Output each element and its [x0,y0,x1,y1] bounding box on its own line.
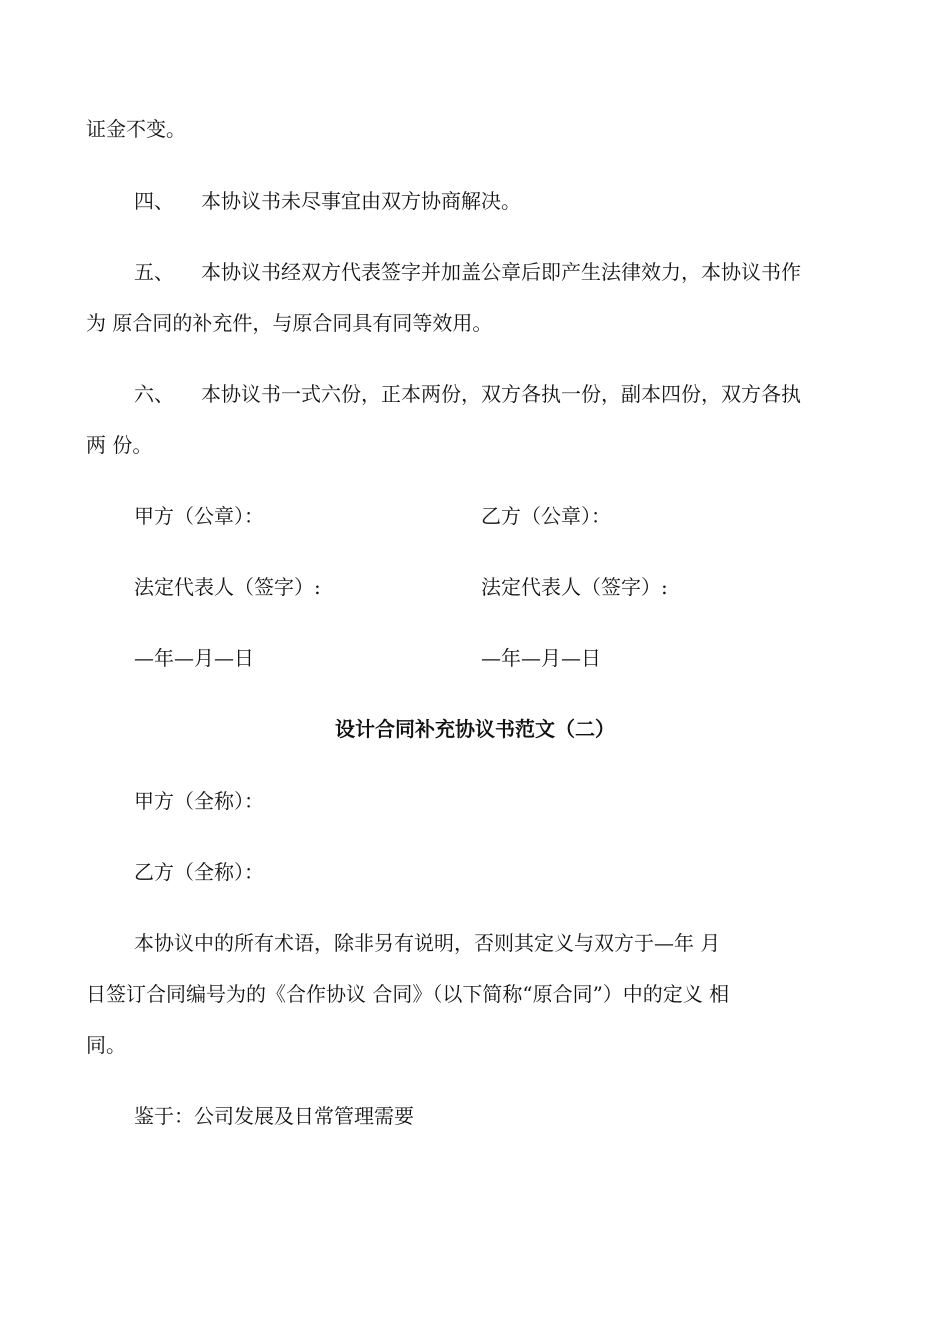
clause-4-text: 本协议书未尽事宜由双方协商解决。 [201,189,521,213]
continuation-text: 证金不变。 [86,117,186,141]
clause-4 [134,187,950,215]
clause-5-continuation: 为 原合同的补充件，与原合同具有同等效用。 [86,311,493,335]
clause-5 [134,258,950,286]
party-a-fullname-label: 甲方（全称）： [134,789,264,813]
clause-6-number: 六、 [134,382,174,406]
party-a-representative-label: 法定代表人（签字）: [134,575,321,599]
definition-paragraph-line-3: 同。 [86,1033,126,1057]
section-title: 设计合同补充协议书范文（二） [335,717,615,741]
clause-5-number: 五、 [134,260,174,284]
party-b-fullname-label: 乙方（全称）： [134,860,264,884]
party-b-seal-label: 乙方（公章）： [481,504,611,528]
clause-6-continuation: 两 份。 [86,433,153,457]
party-a-seal-label: 甲方（公章）： [134,504,264,528]
clause-4-number: 四、 [134,189,174,213]
party-b-date: —年—月—日 [481,646,601,670]
party-a-date: —年—月—日 [134,646,254,670]
clause-5-text: 本协议书经双方代表签字并加盖公章后即产生法律效力，本协议书作 [201,260,801,284]
definition-paragraph-line-2: 日签订合同编号为的《合作协议 合同》（以下简称“原合同”）中的定义 相 [86,982,730,1006]
party-b-representative-label: 法定代表人（签字）: [481,575,668,599]
whereas-text: 鉴于：公司发展及日常管理需要 [134,1104,414,1128]
definition-paragraph-line-1: 本协议中的所有术语，除非另有说明，否则其定义与双方于—年 月 [134,931,721,955]
clause-6 [134,380,950,408]
clause-6-text: 本协议书一式六份，正本两份，双方各执一份，副本四份，双方各执 [201,382,801,406]
